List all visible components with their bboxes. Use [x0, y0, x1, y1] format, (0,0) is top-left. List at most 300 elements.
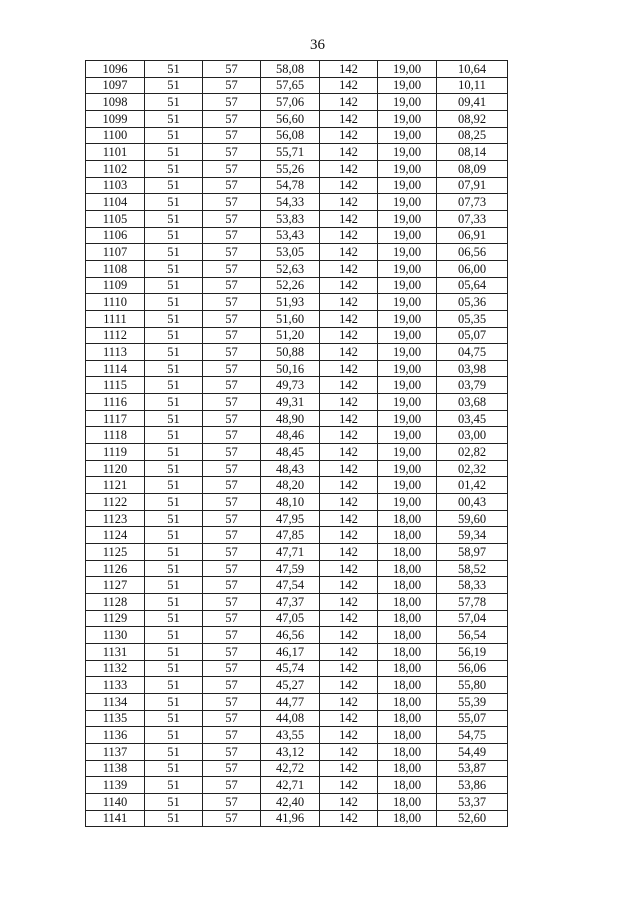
lon-deg-cell: 142	[320, 494, 378, 511]
point-number-cell: 1105	[86, 210, 145, 227]
lon-sec-cell: 02,82	[437, 444, 508, 461]
point-number-cell: 1101	[86, 144, 145, 161]
point-number-cell: 1118	[86, 427, 145, 444]
lat-deg-cell: 51	[145, 610, 203, 627]
lon-sec-cell: 05,36	[437, 294, 508, 311]
lat-sec-cell: 49,73	[261, 377, 320, 394]
lat-min-cell: 57	[203, 660, 261, 677]
lon-sec-cell: 55,07	[437, 710, 508, 727]
table-row	[86, 277, 508, 294]
lon-sec-cell: 07,73	[437, 194, 508, 211]
lat-min-cell: 57	[203, 194, 261, 211]
lat-deg-cell: 51	[145, 444, 203, 461]
lon-min-cell: 19,00	[378, 144, 437, 161]
point-number-cell: 1098	[86, 94, 145, 111]
lon-sec-cell: 05,35	[437, 310, 508, 327]
table-row	[86, 444, 508, 461]
lon-min-cell: 18,00	[378, 677, 437, 694]
lon-sec-cell: 08,09	[437, 160, 508, 177]
table-row	[86, 160, 508, 177]
lat-min-cell: 57	[203, 743, 261, 760]
lon-deg-cell: 142	[320, 61, 378, 78]
lat-deg-cell: 51	[145, 310, 203, 327]
lat-deg-cell: 51	[145, 410, 203, 427]
lat-min-cell: 57	[203, 760, 261, 777]
lat-min-cell: 57	[203, 494, 261, 511]
lon-deg-cell: 142	[320, 594, 378, 611]
lon-min-cell: 18,00	[378, 693, 437, 710]
lat-sec-cell: 47,95	[261, 510, 320, 527]
lat-deg-cell: 51	[145, 810, 203, 827]
lon-deg-cell: 142	[320, 810, 378, 827]
point-number-cell: 1107	[86, 244, 145, 261]
lon-deg-cell: 142	[320, 160, 378, 177]
lon-min-cell: 19,00	[378, 227, 437, 244]
table-row	[86, 194, 508, 211]
lat-deg-cell: 51	[145, 494, 203, 511]
lat-min-cell: 57	[203, 677, 261, 694]
table-row	[86, 544, 508, 561]
point-number-cell: 1123	[86, 510, 145, 527]
lat-sec-cell: 55,26	[261, 160, 320, 177]
table-row	[86, 110, 508, 127]
point-number-cell: 1130	[86, 627, 145, 644]
lat-sec-cell: 47,71	[261, 544, 320, 561]
lat-deg-cell: 51	[145, 260, 203, 277]
lat-min-cell: 57	[203, 710, 261, 727]
lat-min-cell: 57	[203, 144, 261, 161]
lon-sec-cell: 03,00	[437, 427, 508, 444]
lat-min-cell: 57	[203, 727, 261, 744]
lon-min-cell: 19,00	[378, 410, 437, 427]
lon-deg-cell: 142	[320, 693, 378, 710]
lat-deg-cell: 51	[145, 594, 203, 611]
lon-min-cell: 19,00	[378, 477, 437, 494]
table-row	[86, 94, 508, 111]
lon-min-cell: 19,00	[378, 394, 437, 411]
lat-sec-cell: 51,93	[261, 294, 320, 311]
lat-deg-cell: 51	[145, 693, 203, 710]
lon-min-cell: 19,00	[378, 177, 437, 194]
lon-min-cell: 19,00	[378, 344, 437, 361]
lon-min-cell: 18,00	[378, 727, 437, 744]
point-number-cell: 1112	[86, 327, 145, 344]
lat-min-cell: 57	[203, 810, 261, 827]
lon-deg-cell: 142	[320, 627, 378, 644]
lon-deg-cell: 142	[320, 477, 378, 494]
lat-sec-cell: 46,17	[261, 643, 320, 660]
lon-min-cell: 18,00	[378, 527, 437, 544]
lat-min-cell: 57	[203, 210, 261, 227]
point-number-cell: 1120	[86, 460, 145, 477]
lon-sec-cell: 08,92	[437, 110, 508, 127]
lon-sec-cell: 02,32	[437, 460, 508, 477]
lat-deg-cell: 51	[145, 277, 203, 294]
lon-deg-cell: 142	[320, 710, 378, 727]
lat-min-cell: 57	[203, 427, 261, 444]
lon-deg-cell: 142	[320, 310, 378, 327]
lon-min-cell: 19,00	[378, 460, 437, 477]
lon-deg-cell: 142	[320, 327, 378, 344]
table-row	[86, 777, 508, 794]
lon-min-cell: 18,00	[378, 510, 437, 527]
lat-min-cell: 57	[203, 793, 261, 810]
lon-deg-cell: 142	[320, 394, 378, 411]
lat-deg-cell: 51	[145, 294, 203, 311]
point-number-cell: 1099	[86, 110, 145, 127]
lat-min-cell: 57	[203, 344, 261, 361]
point-number-cell: 1125	[86, 544, 145, 561]
lat-deg-cell: 51	[145, 360, 203, 377]
lat-deg-cell: 51	[145, 110, 203, 127]
point-number-cell: 1141	[86, 810, 145, 827]
lat-min-cell: 57	[203, 94, 261, 111]
lon-deg-cell: 142	[320, 227, 378, 244]
lon-min-cell: 19,00	[378, 277, 437, 294]
lat-deg-cell: 51	[145, 460, 203, 477]
lat-deg-cell: 51	[145, 394, 203, 411]
lon-deg-cell: 142	[320, 427, 378, 444]
lat-sec-cell: 50,88	[261, 344, 320, 361]
lat-sec-cell: 48,46	[261, 427, 320, 444]
lon-min-cell: 18,00	[378, 627, 437, 644]
lat-deg-cell: 51	[145, 710, 203, 727]
lon-sec-cell: 07,33	[437, 210, 508, 227]
lon-min-cell: 18,00	[378, 743, 437, 760]
lat-sec-cell: 48,43	[261, 460, 320, 477]
lon-min-cell: 18,00	[378, 710, 437, 727]
lon-sec-cell: 06,91	[437, 227, 508, 244]
lon-sec-cell: 54,49	[437, 743, 508, 760]
lon-deg-cell: 142	[320, 544, 378, 561]
point-number-cell: 1136	[86, 727, 145, 744]
lon-sec-cell: 05,07	[437, 327, 508, 344]
lon-sec-cell: 03,68	[437, 394, 508, 411]
table-row	[86, 427, 508, 444]
lon-min-cell: 19,00	[378, 360, 437, 377]
lat-min-cell: 57	[203, 477, 261, 494]
lat-deg-cell: 51	[145, 327, 203, 344]
lat-min-cell: 57	[203, 627, 261, 644]
lon-sec-cell: 53,87	[437, 760, 508, 777]
lat-sec-cell: 54,33	[261, 194, 320, 211]
point-number-cell: 1133	[86, 677, 145, 694]
lat-min-cell: 57	[203, 160, 261, 177]
lon-min-cell: 19,00	[378, 127, 437, 144]
lon-min-cell: 18,00	[378, 577, 437, 594]
lat-sec-cell: 44,08	[261, 710, 320, 727]
lat-deg-cell: 51	[145, 727, 203, 744]
lon-deg-cell: 142	[320, 643, 378, 660]
lon-deg-cell: 142	[320, 610, 378, 627]
lat-min-cell: 57	[203, 294, 261, 311]
table-row	[86, 810, 508, 827]
lat-sec-cell: 53,83	[261, 210, 320, 227]
lat-sec-cell: 47,59	[261, 560, 320, 577]
lon-sec-cell: 01,42	[437, 477, 508, 494]
lat-deg-cell: 51	[145, 510, 203, 527]
lat-sec-cell: 43,12	[261, 743, 320, 760]
lon-min-cell: 19,00	[378, 110, 437, 127]
lon-deg-cell: 142	[320, 460, 378, 477]
lat-sec-cell: 48,45	[261, 444, 320, 461]
lon-sec-cell: 59,34	[437, 527, 508, 544]
lat-min-cell: 57	[203, 544, 261, 561]
lon-sec-cell: 10,11	[437, 77, 508, 94]
lon-sec-cell: 09,41	[437, 94, 508, 111]
lon-deg-cell: 142	[320, 194, 378, 211]
point-number-cell: 1108	[86, 260, 145, 277]
lon-sec-cell: 08,25	[437, 127, 508, 144]
lon-deg-cell: 142	[320, 110, 378, 127]
lat-sec-cell: 44,77	[261, 693, 320, 710]
lat-min-cell: 57	[203, 560, 261, 577]
point-number-cell: 1097	[86, 77, 145, 94]
table-row	[86, 460, 508, 477]
table-row	[86, 310, 508, 327]
lon-deg-cell: 142	[320, 560, 378, 577]
table-row	[86, 693, 508, 710]
lon-sec-cell: 04,75	[437, 344, 508, 361]
lon-deg-cell: 142	[320, 793, 378, 810]
lat-sec-cell: 43,55	[261, 727, 320, 744]
lat-min-cell: 57	[203, 177, 261, 194]
table-row	[86, 144, 508, 161]
lon-min-cell: 19,00	[378, 210, 437, 227]
point-number-cell: 1102	[86, 160, 145, 177]
lon-sec-cell: 08,14	[437, 144, 508, 161]
lat-min-cell: 57	[203, 577, 261, 594]
lon-min-cell: 19,00	[378, 260, 437, 277]
lat-min-cell: 57	[203, 110, 261, 127]
coordinates-table	[85, 60, 508, 827]
lon-deg-cell: 142	[320, 377, 378, 394]
lat-min-cell: 57	[203, 460, 261, 477]
lon-deg-cell: 142	[320, 294, 378, 311]
lon-sec-cell: 58,33	[437, 577, 508, 594]
lat-sec-cell: 58,08	[261, 61, 320, 78]
lon-sec-cell: 55,80	[437, 677, 508, 694]
lat-deg-cell: 51	[145, 227, 203, 244]
lon-deg-cell: 142	[320, 410, 378, 427]
lon-min-cell: 19,00	[378, 427, 437, 444]
lon-min-cell: 19,00	[378, 377, 437, 394]
lon-deg-cell: 142	[320, 510, 378, 527]
table-row	[86, 594, 508, 611]
lon-sec-cell: 06,56	[437, 244, 508, 261]
point-number-cell: 1124	[86, 527, 145, 544]
lon-sec-cell: 05,64	[437, 277, 508, 294]
point-number-cell: 1111	[86, 310, 145, 327]
lon-deg-cell: 142	[320, 244, 378, 261]
lat-deg-cell: 51	[145, 194, 203, 211]
lon-deg-cell: 142	[320, 144, 378, 161]
lat-min-cell: 57	[203, 310, 261, 327]
lat-deg-cell: 51	[145, 61, 203, 78]
lon-min-cell: 18,00	[378, 660, 437, 677]
lon-min-cell: 19,00	[378, 327, 437, 344]
lon-sec-cell: 03,79	[437, 377, 508, 394]
lon-sec-cell: 57,04	[437, 610, 508, 627]
point-number-cell: 1128	[86, 594, 145, 611]
lat-deg-cell: 51	[145, 244, 203, 261]
lat-deg-cell: 51	[145, 210, 203, 227]
lon-min-cell: 19,00	[378, 294, 437, 311]
lat-deg-cell: 51	[145, 544, 203, 561]
lat-deg-cell: 51	[145, 177, 203, 194]
point-number-cell: 1115	[86, 377, 145, 394]
page-number: 36	[310, 37, 325, 53]
lon-min-cell: 19,00	[378, 61, 437, 78]
lat-deg-cell: 51	[145, 377, 203, 394]
lat-deg-cell: 51	[145, 344, 203, 361]
lat-deg-cell: 51	[145, 94, 203, 111]
lat-sec-cell: 48,10	[261, 494, 320, 511]
lat-sec-cell: 52,26	[261, 277, 320, 294]
lat-deg-cell: 51	[145, 127, 203, 144]
table-row	[86, 77, 508, 94]
table-row	[86, 410, 508, 427]
lat-sec-cell: 49,31	[261, 394, 320, 411]
lon-min-cell: 18,00	[378, 544, 437, 561]
lon-sec-cell: 00,43	[437, 494, 508, 511]
lat-min-cell: 57	[203, 127, 261, 144]
lat-sec-cell: 57,06	[261, 94, 320, 111]
lat-min-cell: 57	[203, 360, 261, 377]
lat-sec-cell: 51,60	[261, 310, 320, 327]
lon-deg-cell: 142	[320, 344, 378, 361]
lon-min-cell: 19,00	[378, 310, 437, 327]
table-row	[86, 294, 508, 311]
lat-min-cell: 57	[203, 260, 261, 277]
lat-min-cell: 57	[203, 227, 261, 244]
table-row	[86, 210, 508, 227]
lon-deg-cell: 142	[320, 77, 378, 94]
lon-sec-cell: 56,19	[437, 643, 508, 660]
point-number-cell: 1100	[86, 127, 145, 144]
point-number-cell: 1104	[86, 194, 145, 211]
point-number-cell: 1121	[86, 477, 145, 494]
lon-min-cell: 18,00	[378, 560, 437, 577]
lon-deg-cell: 142	[320, 444, 378, 461]
lat-min-cell: 57	[203, 444, 261, 461]
table-row	[86, 527, 508, 544]
table-row	[86, 577, 508, 594]
lat-deg-cell: 51	[145, 427, 203, 444]
point-number-cell: 1110	[86, 294, 145, 311]
lat-deg-cell: 51	[145, 144, 203, 161]
lat-deg-cell: 51	[145, 677, 203, 694]
lat-sec-cell: 42,40	[261, 793, 320, 810]
lat-sec-cell: 48,20	[261, 477, 320, 494]
lon-deg-cell: 142	[320, 577, 378, 594]
point-number-cell: 1135	[86, 710, 145, 727]
lat-sec-cell: 55,71	[261, 144, 320, 161]
lon-deg-cell: 142	[320, 127, 378, 144]
lat-min-cell: 57	[203, 327, 261, 344]
table-row	[86, 377, 508, 394]
lat-deg-cell: 51	[145, 160, 203, 177]
lat-deg-cell: 51	[145, 477, 203, 494]
lat-min-cell: 57	[203, 594, 261, 611]
point-number-cell: 1116	[86, 394, 145, 411]
lat-min-cell: 57	[203, 61, 261, 78]
lon-deg-cell: 142	[320, 94, 378, 111]
table-row	[86, 793, 508, 810]
point-number-cell: 1132	[86, 660, 145, 677]
lon-sec-cell: 52,60	[437, 810, 508, 827]
lat-deg-cell: 51	[145, 660, 203, 677]
lat-sec-cell: 47,05	[261, 610, 320, 627]
table-row	[86, 760, 508, 777]
lon-min-cell: 18,00	[378, 594, 437, 611]
lat-sec-cell: 54,78	[261, 177, 320, 194]
table-row	[86, 677, 508, 694]
table-row	[86, 510, 508, 527]
lat-min-cell: 57	[203, 277, 261, 294]
lon-min-cell: 19,00	[378, 160, 437, 177]
lat-deg-cell: 51	[145, 643, 203, 660]
lon-deg-cell: 142	[320, 777, 378, 794]
lon-sec-cell: 54,75	[437, 727, 508, 744]
point-number-cell: 1137	[86, 743, 145, 760]
lat-min-cell: 57	[203, 244, 261, 261]
point-number-cell: 1114	[86, 360, 145, 377]
lon-sec-cell: 03,45	[437, 410, 508, 427]
point-number-cell: 1122	[86, 494, 145, 511]
lon-min-cell: 19,00	[378, 444, 437, 461]
lat-min-cell: 57	[203, 410, 261, 427]
table-row	[86, 61, 508, 78]
lat-sec-cell: 45,27	[261, 677, 320, 694]
table-row	[86, 344, 508, 361]
point-number-cell: 1139	[86, 777, 145, 794]
table-row	[86, 177, 508, 194]
lon-sec-cell: 56,54	[437, 627, 508, 644]
lon-min-cell: 19,00	[378, 194, 437, 211]
point-number-cell: 1109	[86, 277, 145, 294]
lat-deg-cell: 51	[145, 793, 203, 810]
lon-min-cell: 18,00	[378, 810, 437, 827]
point-number-cell: 1134	[86, 693, 145, 710]
lat-sec-cell: 47,54	[261, 577, 320, 594]
lon-sec-cell: 53,86	[437, 777, 508, 794]
lat-sec-cell: 48,90	[261, 410, 320, 427]
point-number-cell: 1140	[86, 793, 145, 810]
table-row	[86, 494, 508, 511]
table-row	[86, 610, 508, 627]
table-row	[86, 327, 508, 344]
lon-sec-cell: 58,97	[437, 544, 508, 561]
table-row	[86, 560, 508, 577]
lat-deg-cell: 51	[145, 560, 203, 577]
lon-deg-cell: 142	[320, 210, 378, 227]
lat-deg-cell: 51	[145, 777, 203, 794]
lat-sec-cell: 53,43	[261, 227, 320, 244]
table-row	[86, 227, 508, 244]
lon-deg-cell: 142	[320, 677, 378, 694]
lat-min-cell: 57	[203, 527, 261, 544]
lon-min-cell: 18,00	[378, 777, 437, 794]
lat-min-cell: 57	[203, 777, 261, 794]
lat-sec-cell: 56,60	[261, 110, 320, 127]
lon-sec-cell: 53,37	[437, 793, 508, 810]
lon-min-cell: 19,00	[378, 77, 437, 94]
point-number-cell: 1113	[86, 344, 145, 361]
point-number-cell: 1129	[86, 610, 145, 627]
lat-sec-cell: 51,20	[261, 327, 320, 344]
lon-sec-cell: 07,91	[437, 177, 508, 194]
